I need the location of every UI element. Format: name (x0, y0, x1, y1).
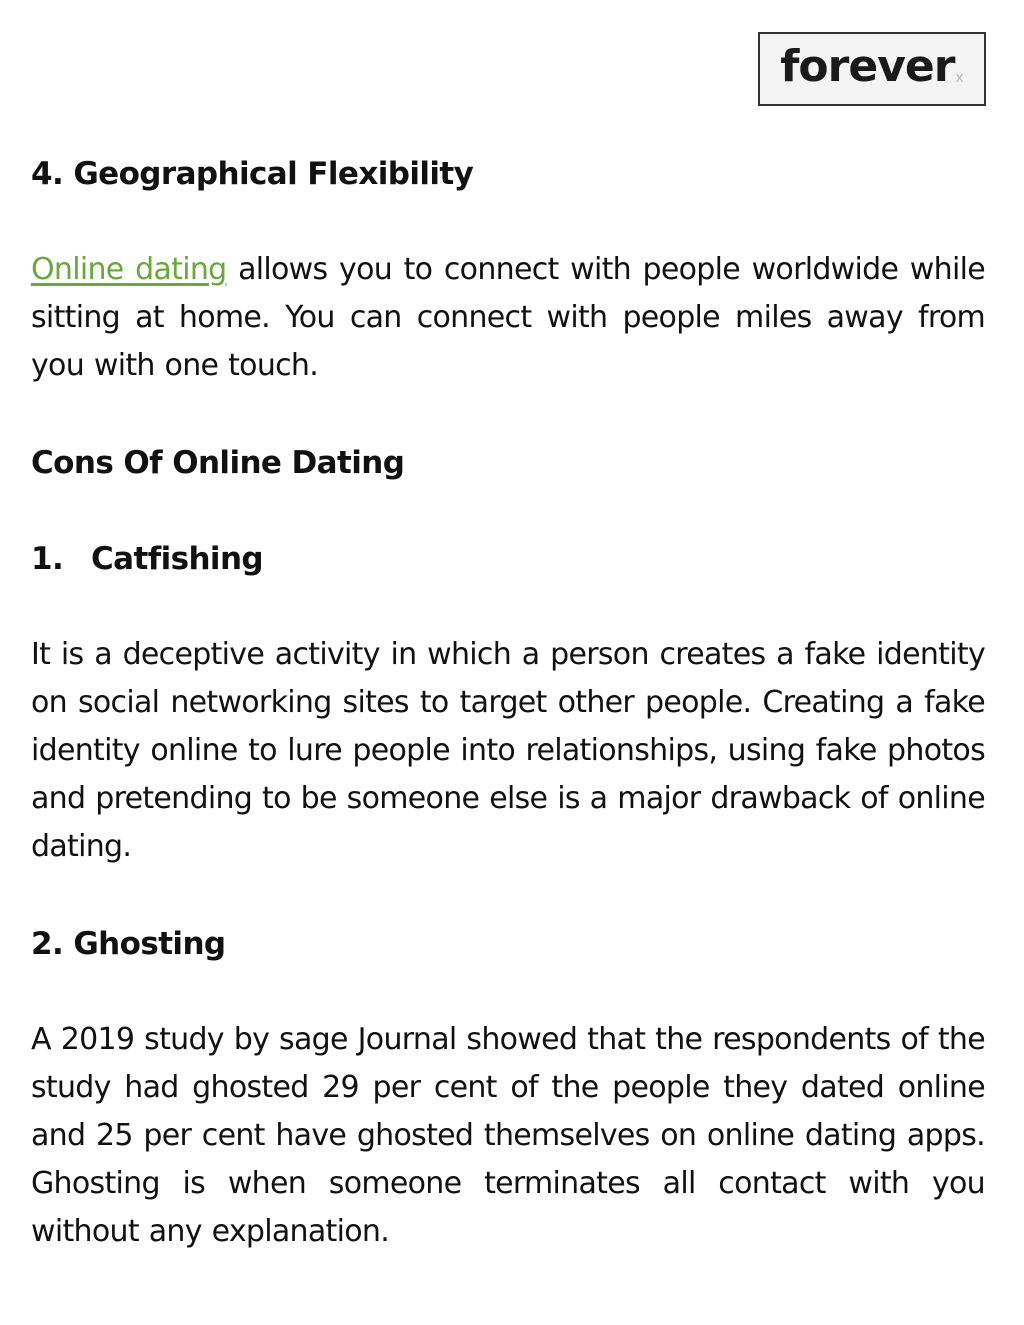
paragraph-ghosting: A 2019 study by sage Journal showed that the respondents of the study had ghosted 29 per cent of the people they dated online and 25 per cent have ghosted themselves on online dating apps. Ghosting is when someone terminates all contact with you without any explanation. (31, 1021, 985, 1250)
heading-ghosting: 2. Ghosting (31, 925, 226, 962)
paragraph-geographical-flexibility (31, 246, 985, 391)
catfishing-title: Catfishing (91, 540, 264, 577)
geo-text: allows you to connect with people worldwide while sitting at home. You can connect with people miles away from you with one touch. (31, 252, 985, 384)
list-number: 1. (31, 540, 64, 577)
logo-wordmark: forever (780, 41, 955, 92)
heading-cons-of-online-dating: Cons Of Online Dating (31, 444, 405, 481)
forever-logo (758, 32, 986, 106)
heading-geographical-flexibility: 4. Geographical Flexibility (31, 156, 474, 192)
paragraph-catfishing: It is a deceptive activity in which a person creates a fake identity on social networking sites to target other people. Creating a fake identity online to lure people into relationships, using fake photos and pretending to be someone else is a major drawback of online dating. (31, 636, 985, 865)
logo-mark: x (955, 70, 964, 86)
online-dating-link[interactable]: Online dating (31, 252, 227, 287)
article-content (31, 150, 985, 1257)
heading-catfishing (31, 535, 985, 583)
